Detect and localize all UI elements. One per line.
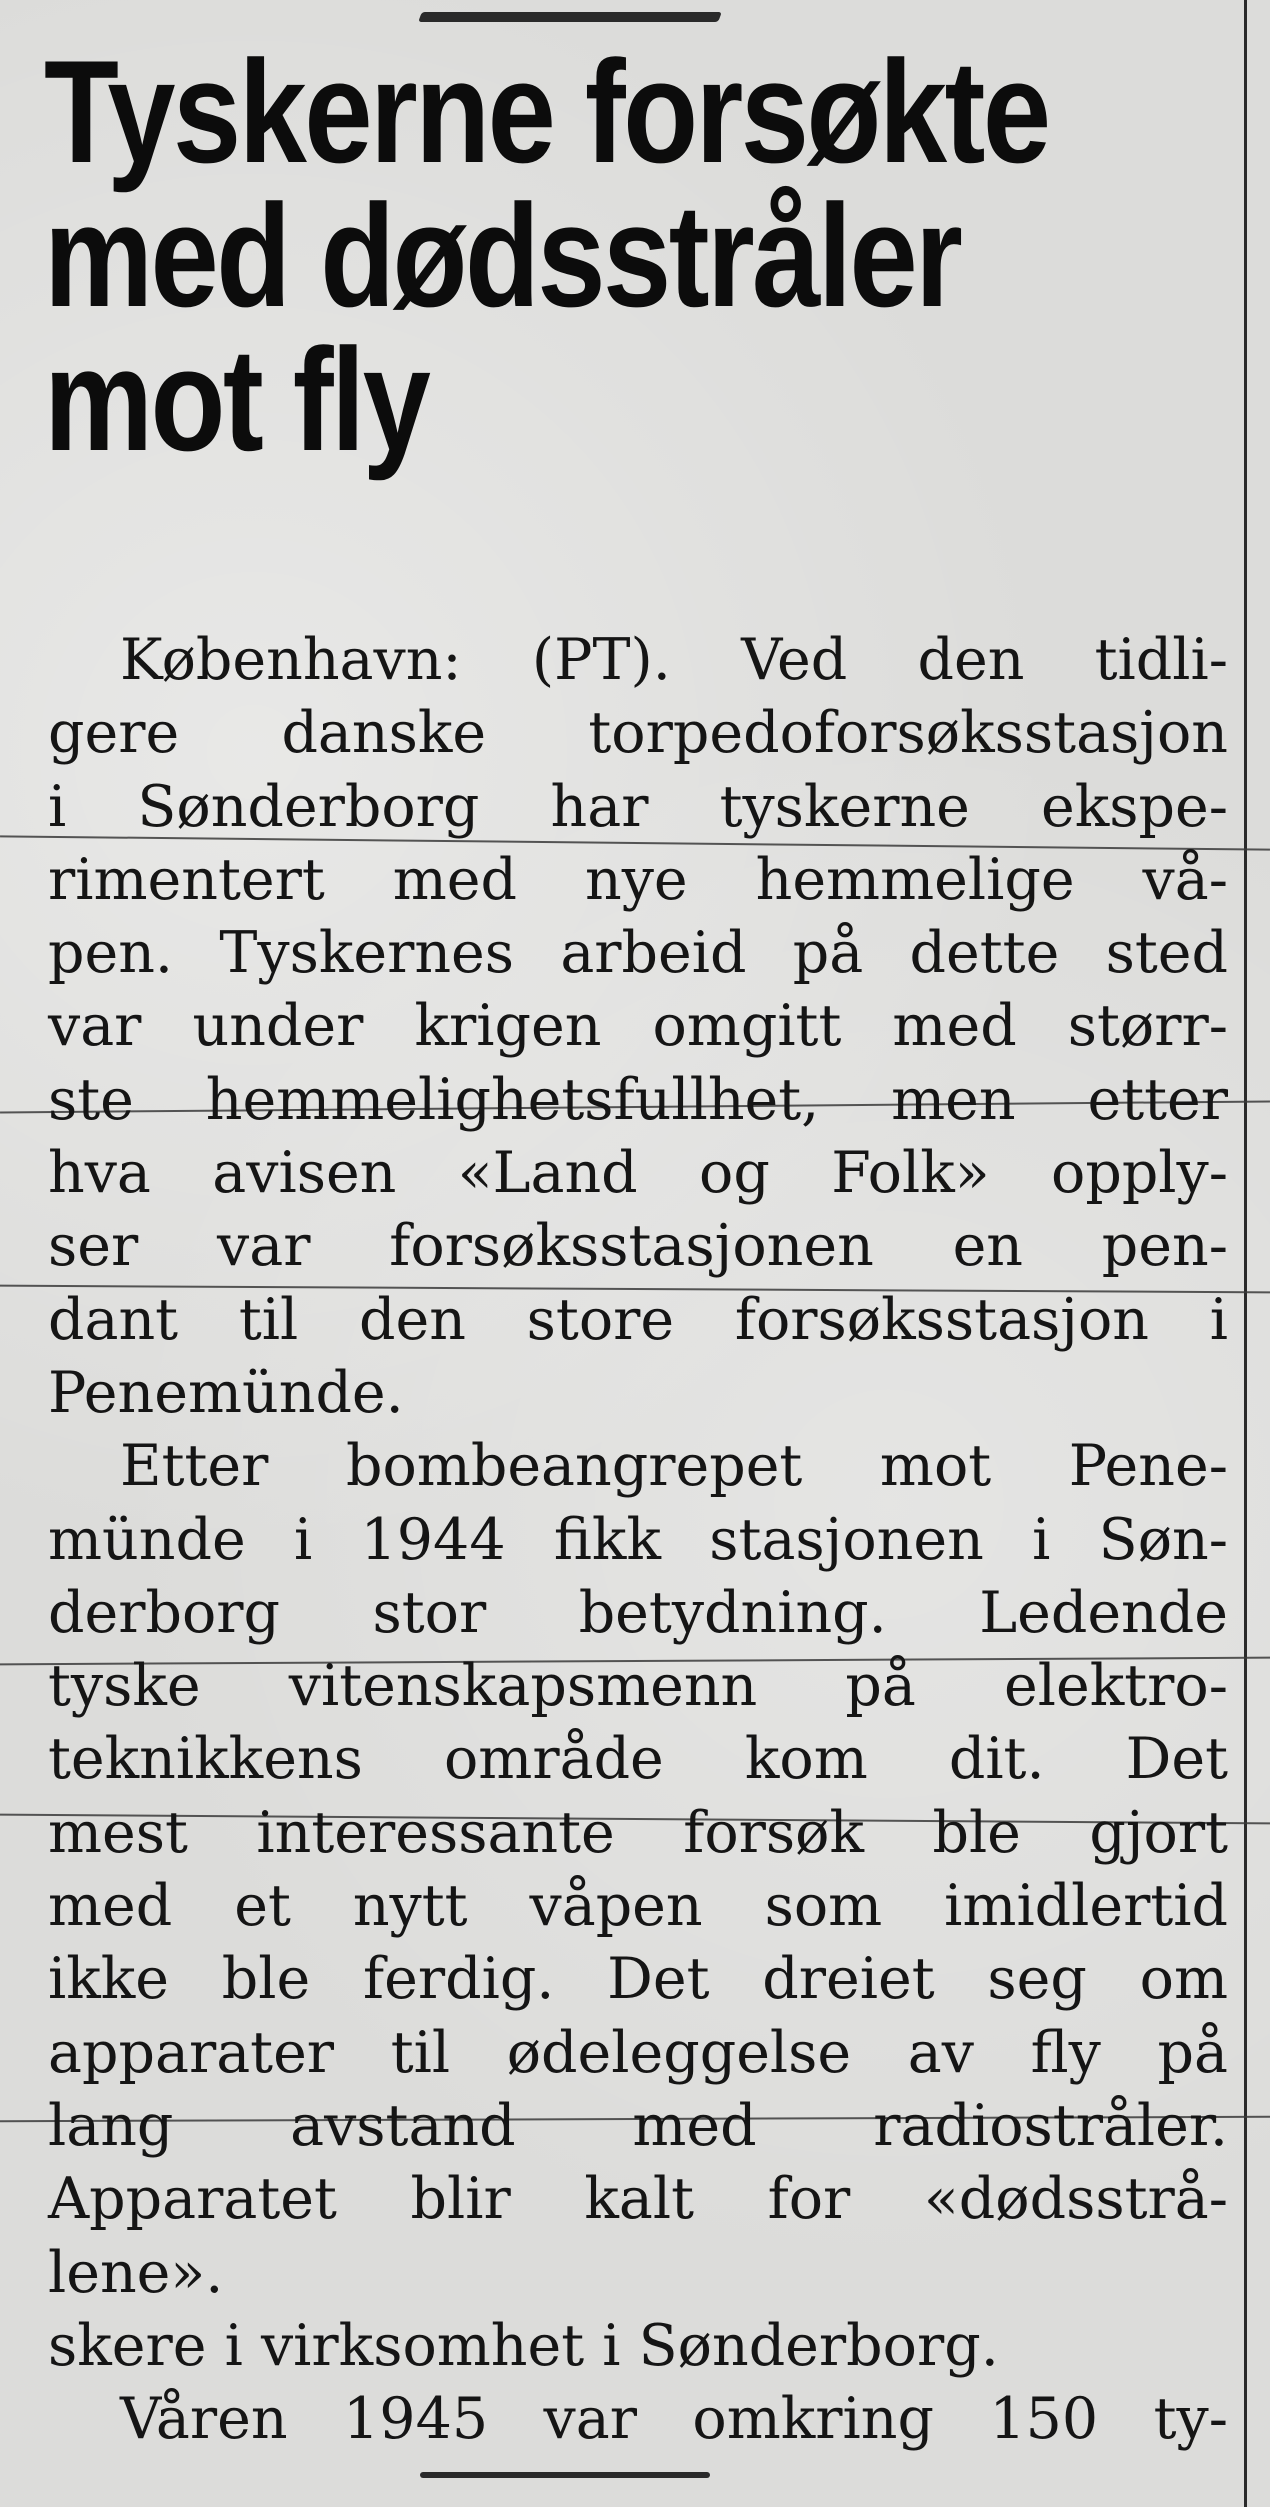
body-line: derborg stor betydning. Ledende xyxy=(48,1579,1228,1646)
body-line: rimentert med nye hemmelige vå- xyxy=(48,846,1228,913)
body-line: tyske vitenskapsmenn på elektro- xyxy=(48,1653,1228,1720)
body-line: med et nytt våpen som imidlertid xyxy=(48,1873,1228,1940)
body-line: ikke ble ferdig. Det dreiet seg om xyxy=(48,1946,1228,2013)
headline-line-2: med dødsstråler xyxy=(44,174,961,337)
body-line: pen. Tyskernes arbeid på dette sted xyxy=(48,920,1228,987)
body-line: dant til den store forsøksstasjon i xyxy=(48,1286,1228,1353)
body-line: münde i 1944 fikk stasjonen i Søn- xyxy=(48,1506,1228,1573)
body-line: lene». xyxy=(48,2239,224,2306)
body-line: Apparatet blir kalt for «dødsstrå- xyxy=(48,2166,1228,2233)
body-line: skere i virksomhet i Sønderborg. xyxy=(48,2312,999,2379)
article-body xyxy=(48,624,1228,2456)
body-line: var under krigen omgitt med størr- xyxy=(48,993,1228,1060)
body-line: ste hemmelighetsfullhet, men etter xyxy=(48,1066,1228,1133)
article-headline xyxy=(44,30,1049,481)
body-line: i Sønderborg har tyskerne ekspe- xyxy=(48,773,1228,840)
body-line: teknikkens område kom dit. Det xyxy=(48,1726,1228,1793)
top-ornament xyxy=(418,12,722,22)
body-line: Våren 1945 var omkring 150 ty- xyxy=(120,2386,1228,2453)
body-line: mest interessante forsøk ble gjort xyxy=(48,1799,1228,1866)
body-line: København: (PT). Ved den tidli- xyxy=(120,627,1228,693)
headline-line-3: mot fly xyxy=(44,318,429,481)
body-line: ser var forsøksstasjonen en pen- xyxy=(48,1213,1228,1280)
column-rule xyxy=(1244,0,1247,2507)
body-line: apparater til ødeleggelse av fly på xyxy=(48,2019,1228,2086)
body-line: Penemünde. xyxy=(48,1359,404,1426)
headline-line-1: Tyskerne forsøkte xyxy=(44,30,1049,193)
body-line: Etter bombeangrepet mot Pene- xyxy=(120,1433,1228,1500)
body-line: lang avstand med radiostråler. xyxy=(48,2092,1228,2159)
body-line: gere danske torpedoforsøksstasjon xyxy=(48,700,1228,767)
bottom-ornament xyxy=(420,2472,710,2478)
body-line: hva avisen «Land og Folk» opply- xyxy=(48,1140,1228,1207)
